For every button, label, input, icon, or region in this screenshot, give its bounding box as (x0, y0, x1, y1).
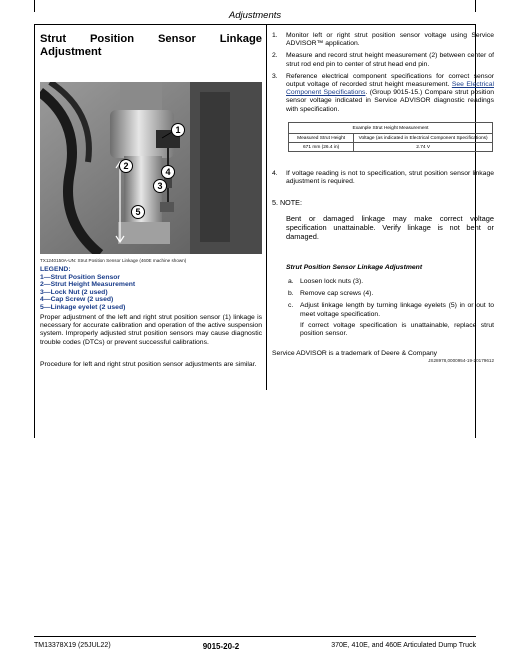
document-id: JS28978,0000954-19-20179612 (428, 358, 494, 363)
legend-heading: LEGEND: (40, 266, 71, 273)
spec-col-voltage: Voltage (as indicated in Electrical Component Specifications) (354, 134, 493, 143)
list-item: c. Adjust linkage length by turning linkage eyelets (5) in or out to meet voltage specification. (288, 302, 494, 318)
step-3: 3. Reference electrical component specifications for correct sensor output voltage of recorded strut height measurement. See Electrical Component Specifications. (Group 9015-15.) Compare strut position sensor voltage indicated in Service ADVISOR diagnostic readings with specification. (272, 72, 495, 113)
column-divider (266, 24, 267, 390)
list-item: b. Remove cap screws (4). (288, 290, 374, 298)
procedure-steps-cont (272, 170, 494, 190)
legend-item: 2—Strut Height Measurement (40, 281, 136, 289)
spec-cell-voltage: 2.74 V (354, 143, 493, 152)
note-body: Bent or damaged linkage may make correct voltage specification unattainable. Verify linkage is not bent or damaged. (286, 214, 494, 242)
procedure-paragraph: Procedure for left and right strut position sensor adjustments are similar. (40, 361, 257, 368)
callout-3: 3 (157, 181, 163, 191)
title-word: Sensor (157, 33, 196, 45)
section-header: Adjustments (228, 10, 282, 21)
title-line2: Adjustment (40, 46, 102, 58)
callout-5: 5 (135, 207, 141, 217)
callout-2: 2 (123, 161, 129, 171)
step-4: 4. If voltage reading is not to specification, strut position sensor linkage adjustment is required. (272, 170, 494, 186)
legend (40, 266, 262, 312)
figure-caption: TX1240150A-UN: Strut Position Sensor Linkage (460E machine shown) (40, 258, 187, 263)
legend-item: 5—Linkage eyelet (2 used) (40, 303, 126, 311)
footer-machine: 370E, 410E, and 460E Articulated Dump Truck (331, 642, 476, 649)
title-word: Linkage (219, 33, 262, 45)
header-rule (34, 24, 476, 25)
title-word: Strut (40, 33, 67, 45)
strut-sensor-photo (40, 82, 262, 254)
footer-tm-number: TM13378X19 (25JUL22) (34, 642, 111, 649)
spec-table-caption: Example Strut Height Measurement (289, 123, 493, 134)
left-border (34, 24, 35, 438)
procedure-steps (272, 32, 494, 118)
callout-1: 1 (175, 125, 181, 135)
step-2: 2. Measure and record strut height measurement (2) between center of strut rod end pin to center of strut head end pin. (272, 52, 494, 68)
subsection-list (288, 278, 494, 342)
electrical-specs-link[interactable]: See Electrical Component Specifications (286, 81, 494, 97)
callout-4: 4 (165, 167, 171, 177)
intro-paragraph: Proper adjustment of the left and right strut position sensor (1) linkage is necessary for accurate calibration and operation of the active suspension system. Improperly adjusted strut position sensors may cause diagnostic trouble codes (DTCs) or prevent successful calibrations. (40, 314, 262, 346)
trademark-notice: Service ADVISOR is a trademark of Deere & Company (272, 350, 438, 357)
page-footer (34, 642, 476, 651)
list-item: a. Loosen lock nuts (3). (288, 278, 364, 285)
spec-cell-height: 671 mm (26.4 in) (289, 143, 354, 152)
step-1: 1. Monitor left or right strut position sensor voltage using Service ADVISOR™ application. (272, 32, 494, 48)
legend-item: 3—Lock Nut (2 used) (40, 288, 108, 296)
title-word: Position (89, 33, 135, 45)
note-label: 5. NOTE: (272, 198, 302, 207)
subsection-title: Strut Position Sensor Linkage Adjustment (286, 264, 423, 271)
spec-col-height: Measured Strut Height (289, 134, 354, 143)
footer-page-number: 9015-20-2 (202, 642, 240, 651)
legend-item: 4—Cap Screw (2 used) (40, 296, 114, 304)
replace-sensor-text: If correct voltage specification is unattainable, replace strut position sensor. (300, 321, 494, 338)
spec-table (288, 122, 493, 152)
legend-item: 1—Strut Position Sensor (40, 273, 121, 281)
footer-rule (34, 636, 476, 637)
page-title (40, 33, 262, 59)
